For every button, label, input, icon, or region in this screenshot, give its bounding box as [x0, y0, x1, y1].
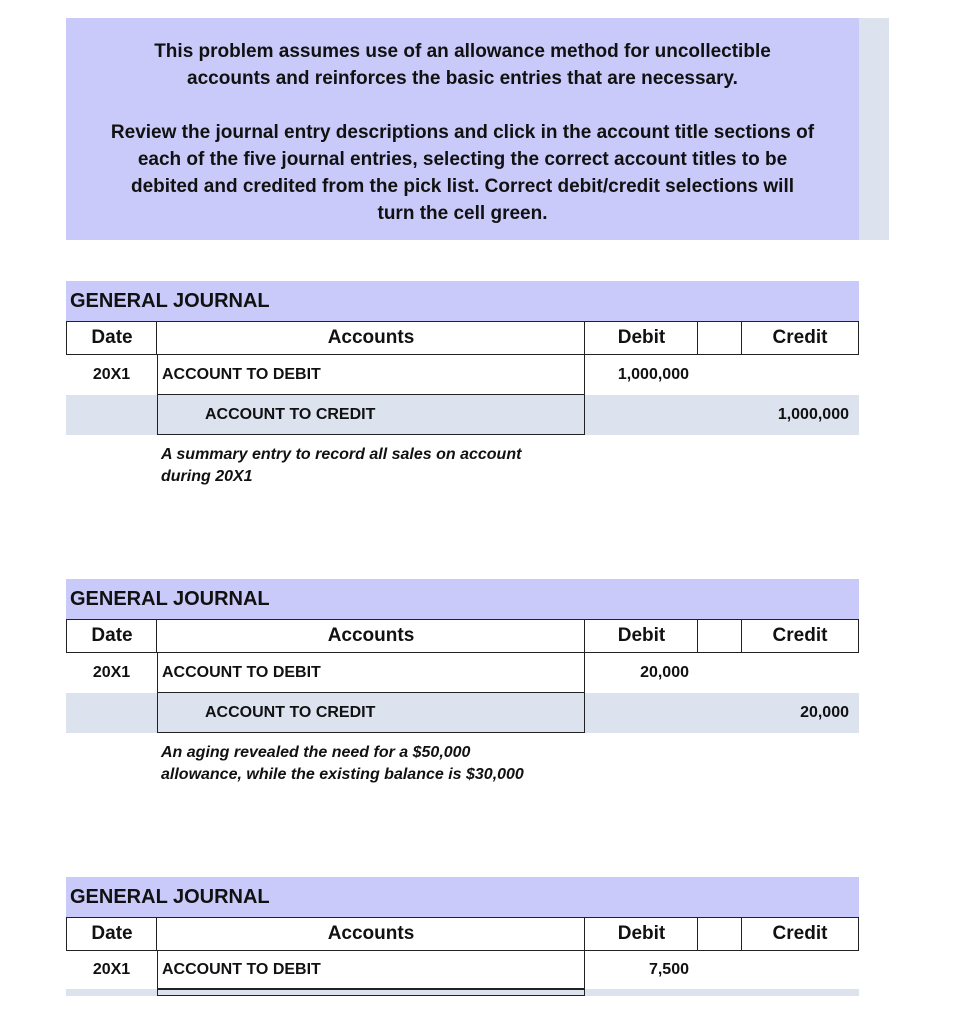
- intro-line-1: This problem assumes use of an allowance method for uncollectible: [154, 41, 771, 62]
- description-line-1: A summary entry to record all sales on account: [161, 446, 522, 463]
- intro-line-4: each of the five journal entries, selecting the correct account titles to be: [137, 149, 788, 170]
- intro-side-panel: [859, 18, 889, 240]
- debit-row: [66, 355, 859, 395]
- accounts-header: Accounts: [156, 619, 586, 653]
- intro-line-5: debited and credited from the pick list. Correct debit/credit selections will: [130, 176, 795, 197]
- column-header-row: [66, 619, 859, 653]
- credit-row-partial: [66, 989, 859, 996]
- debit-amount: 7,500: [648, 961, 689, 978]
- column-header-row: [66, 917, 859, 951]
- date-header: Date: [66, 619, 158, 653]
- journal-title: GENERAL JOURNAL: [66, 877, 859, 917]
- debit-header: Debit: [584, 917, 699, 951]
- credit-account-select[interactable]: ACCOUNT TO CREDIT: [157, 395, 585, 435]
- credit-row: [66, 395, 859, 435]
- debit-row: [66, 951, 859, 989]
- entry-description: [161, 742, 581, 786]
- intro-line-2: accounts and reinforces the basic entries that are necessary.: [187, 68, 738, 89]
- debit-amount: 1,000,000: [617, 366, 689, 383]
- credit-header: Credit: [741, 917, 859, 951]
- debit-row: [66, 653, 859, 693]
- credit-amount: 1,000,000: [777, 406, 849, 423]
- credit-account-select[interactable]: ACCOUNT TO CREDIT: [157, 693, 585, 733]
- instructions-body: [66, 119, 859, 227]
- entry-date: 20X1: [92, 366, 131, 383]
- spacer-header: [697, 917, 743, 951]
- accounts-header: Accounts: [156, 917, 586, 951]
- entry-date: 20X1: [92, 961, 131, 978]
- column-header-row: [66, 321, 859, 355]
- description-line-2: during 20X1: [161, 468, 253, 485]
- credit-amount: 20,000: [800, 704, 849, 721]
- spacer-header: [697, 619, 743, 653]
- journal-entry-2: [66, 579, 859, 783]
- spacer-header: [697, 321, 743, 355]
- date-header: Date: [66, 917, 158, 951]
- instructions-panel: [66, 18, 859, 240]
- credit-row: [66, 693, 859, 733]
- debit-amount: 20,000: [640, 664, 689, 681]
- accounts-header: Accounts: [156, 321, 586, 355]
- debit-account-select[interactable]: ACCOUNT TO DEBIT: [157, 951, 585, 989]
- debit-account-select[interactable]: ACCOUNT TO DEBIT: [157, 653, 585, 693]
- debit-header: Debit: [584, 619, 699, 653]
- intro-line-6: turn the cell green.: [377, 203, 548, 224]
- entry-description: [161, 444, 581, 488]
- description-line-2: allowance, while the existing balance is $30,000: [161, 766, 524, 783]
- credit-header: Credit: [741, 619, 859, 653]
- date-header: Date: [66, 321, 158, 355]
- journal-entry-3: [66, 877, 859, 996]
- journal-title: GENERAL JOURNAL: [66, 579, 859, 619]
- credit-account-select[interactable]: [157, 989, 585, 996]
- debit-header: Debit: [584, 321, 699, 355]
- entry-date: 20X1: [92, 664, 131, 681]
- description-line-1: An aging revealed the need for a $50,000: [161, 744, 471, 761]
- credit-header: Credit: [741, 321, 859, 355]
- journal-title: GENERAL JOURNAL: [66, 281, 859, 321]
- intro-line-3: Review the journal entry descriptions and click in the account title sections of: [110, 122, 815, 143]
- debit-account-select[interactable]: ACCOUNT TO DEBIT: [157, 355, 585, 395]
- journal-entry-1: [66, 281, 859, 485]
- instructions-intro: [66, 38, 859, 92]
